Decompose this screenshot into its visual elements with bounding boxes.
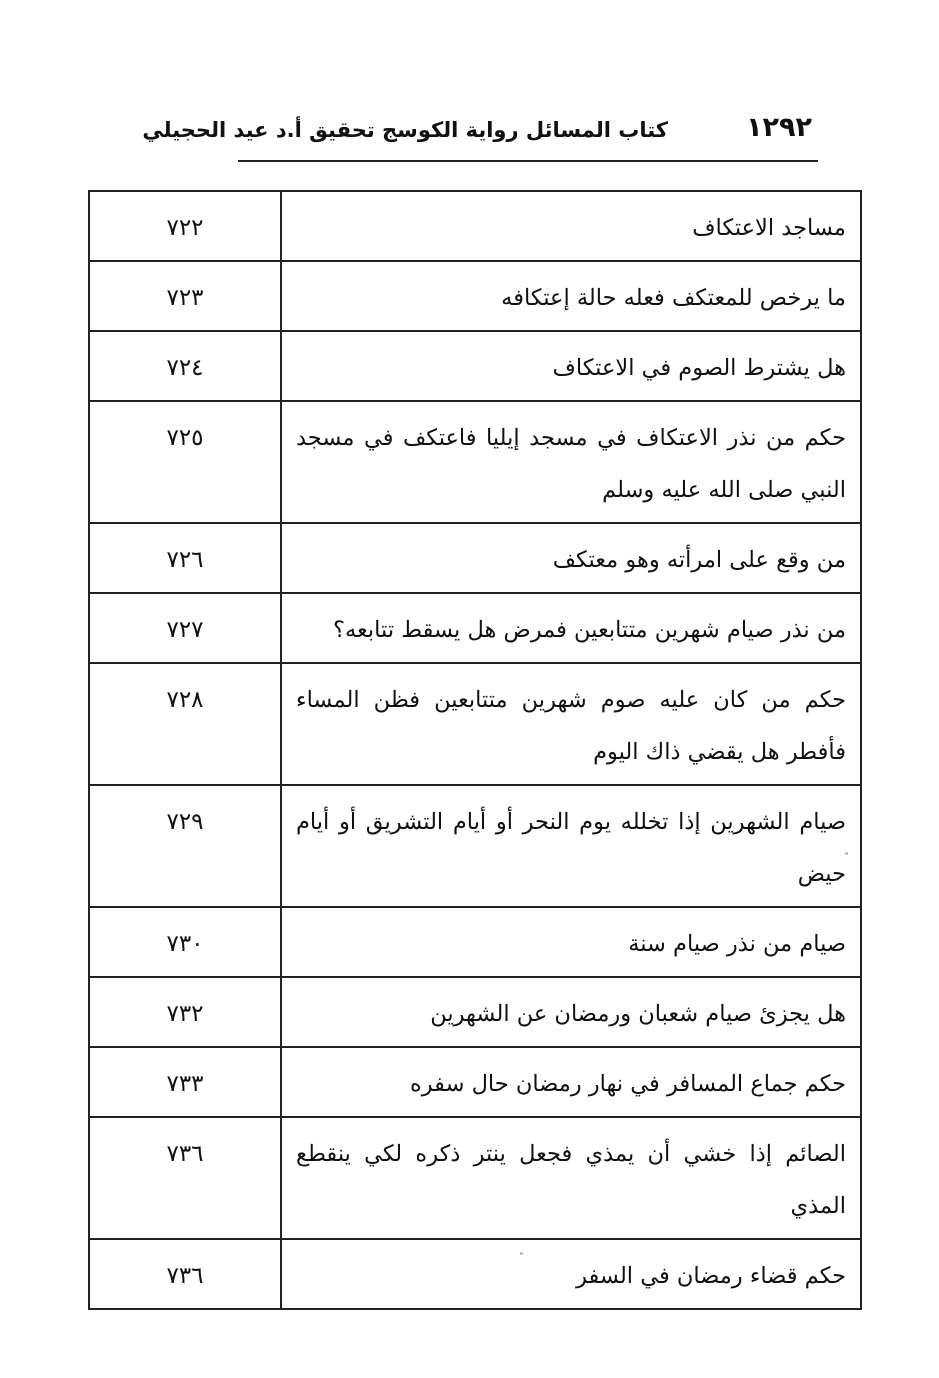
page-number-cell: ٧٣٣ [89, 1047, 281, 1117]
page-number-cell: ٧٣٠ [89, 907, 281, 977]
topic-cell: صيام الشهرين إذا تخلله يوم النحر أو أيام التشريق أو أيام حيض [281, 785, 861, 907]
page-number-cell: ٧٣٦ [89, 1239, 281, 1309]
table-row [89, 1117, 861, 1239]
page-number-cell: ٧٢٨ [89, 663, 281, 785]
topic-cell: صيام من نذر صيام سنة [281, 907, 861, 977]
topic-cell: من وقع على امرأته وهو معتكف [281, 523, 861, 593]
page-number-cell: ٧٣٦ [89, 1117, 281, 1239]
page-number-cell: ٧٢٥ [89, 401, 281, 523]
page-number-cell: ٧٢٩ [89, 785, 281, 907]
topic-cell: حكم من كان عليه صوم شهرين متتابعين فظن المساء فأفطر هل يقضي ذاك اليوم [281, 663, 861, 785]
table-row [89, 401, 861, 523]
page-number-cell: ٧٢٣ [89, 261, 281, 331]
page-header [142, 112, 818, 160]
topic-cell: حكم قضاء رمضان في السفر [281, 1239, 861, 1309]
topic-cell: حكم من نذر الاعتكاف في مسجد إيليا فاعتكف في مسجد النبي صلى الله عليه وسلم [281, 401, 861, 523]
table-row [89, 785, 861, 907]
scan-speck [520, 1252, 523, 1255]
table-row [89, 593, 861, 663]
running-title: كتاب المسائل رواية الكوسج تحقيق أ.د عيد الحجيلي [142, 118, 668, 142]
scan-speck [845, 852, 848, 855]
table-row [89, 907, 861, 977]
table-row [89, 523, 861, 593]
table-row [89, 663, 861, 785]
topic-cell: حكم جماع المسافر في نهار رمضان حال سفره [281, 1047, 861, 1117]
table-row [89, 1239, 861, 1309]
topic-cell: ما يرخص للمعتكف فعله حالة إعتكافه [281, 261, 861, 331]
page-number-cell: ٧٣٢ [89, 977, 281, 1047]
topic-cell: من نذر صيام شهرين متتابعين فمرض هل يسقط تتابعه؟ [281, 593, 861, 663]
table-row [89, 191, 861, 261]
topic-cell: هل يشترط الصوم في الاعتكاف [281, 331, 861, 401]
page-number-cell: ٧٢٦ [89, 523, 281, 593]
table-row [89, 977, 861, 1047]
page-number-cell: ٧٢٤ [89, 331, 281, 401]
page-number-cell: ٧٢٢ [89, 191, 281, 261]
index-table [88, 190, 862, 1310]
topic-cell: مساجد الاعتكاف [281, 191, 861, 261]
topic-cell: الصائم إذا خشي أن يمذي فجعل ينتر ذكره لكي ينقطع المذي [281, 1117, 861, 1239]
table-row [89, 331, 861, 401]
topic-cell: هل يجزئ صيام شعبان ورمضان عن الشهرين [281, 977, 861, 1047]
header-rule [238, 160, 818, 162]
page-number-cell: ٧٢٧ [89, 593, 281, 663]
table-row [89, 1047, 861, 1117]
page-number: ١٢٩٢ [746, 112, 812, 143]
table-row [89, 261, 861, 331]
